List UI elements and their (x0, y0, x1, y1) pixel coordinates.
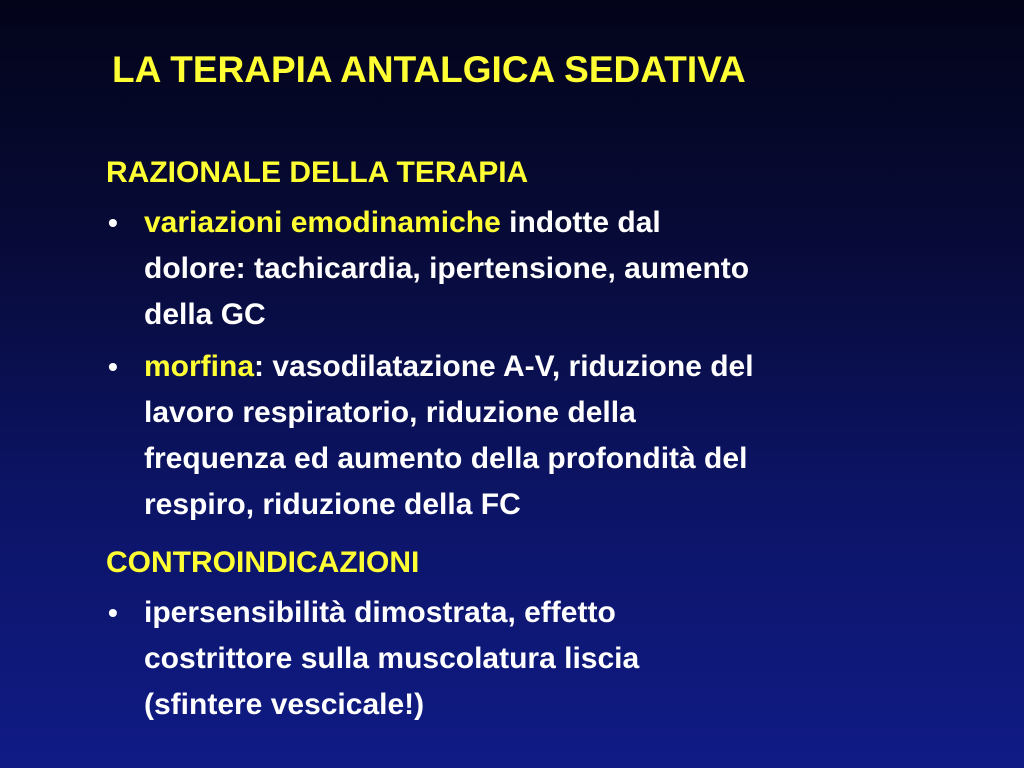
bullet-text: : vasodilatazione A-V, riduzione del (254, 350, 754, 383)
section-heading-controindicazioni: CONTROINDICAZIONI (106, 546, 420, 579)
bullet-line: costrittore sulla muscolatura liscia (144, 642, 640, 675)
bullet-line: della GC (144, 298, 266, 331)
bullet-highlight: variazioni emodinamiche (144, 206, 501, 239)
bullet-line: respiro, riduzione della FC (144, 488, 521, 521)
bullet-line: frequenza ed aumento della profondità del (144, 442, 748, 475)
bullet-line: lavoro respiratorio, riduzione della (144, 396, 636, 429)
slide-content (106, 150, 986, 734)
bullet-line (144, 344, 986, 390)
slide-title: LA TERAPIA ANTALGICA SEDATIVA (112, 49, 746, 90)
bullet-line (144, 200, 986, 246)
bullet-line: dolore: tachicardia, ipertensione, aumento (144, 252, 750, 285)
bullet-item-morfina (106, 344, 986, 528)
bullet-icon: • (108, 351, 118, 382)
bullet-icon: • (108, 207, 118, 238)
section-heading-razionale: RAZIONALE DELLA TERAPIA (106, 156, 529, 189)
bullet-item-ipersensibilita (106, 590, 986, 728)
bullet-text: indotte dal (500, 206, 661, 239)
bullet-line: (sfintere vescicale!) (144, 688, 425, 721)
bullet-highlight: morfina (144, 350, 255, 383)
bullet-item-variazioni (106, 200, 986, 338)
bullet-icon: • (108, 597, 118, 628)
bullet-line: ipersensibilità dimostrata, effetto (144, 596, 616, 629)
